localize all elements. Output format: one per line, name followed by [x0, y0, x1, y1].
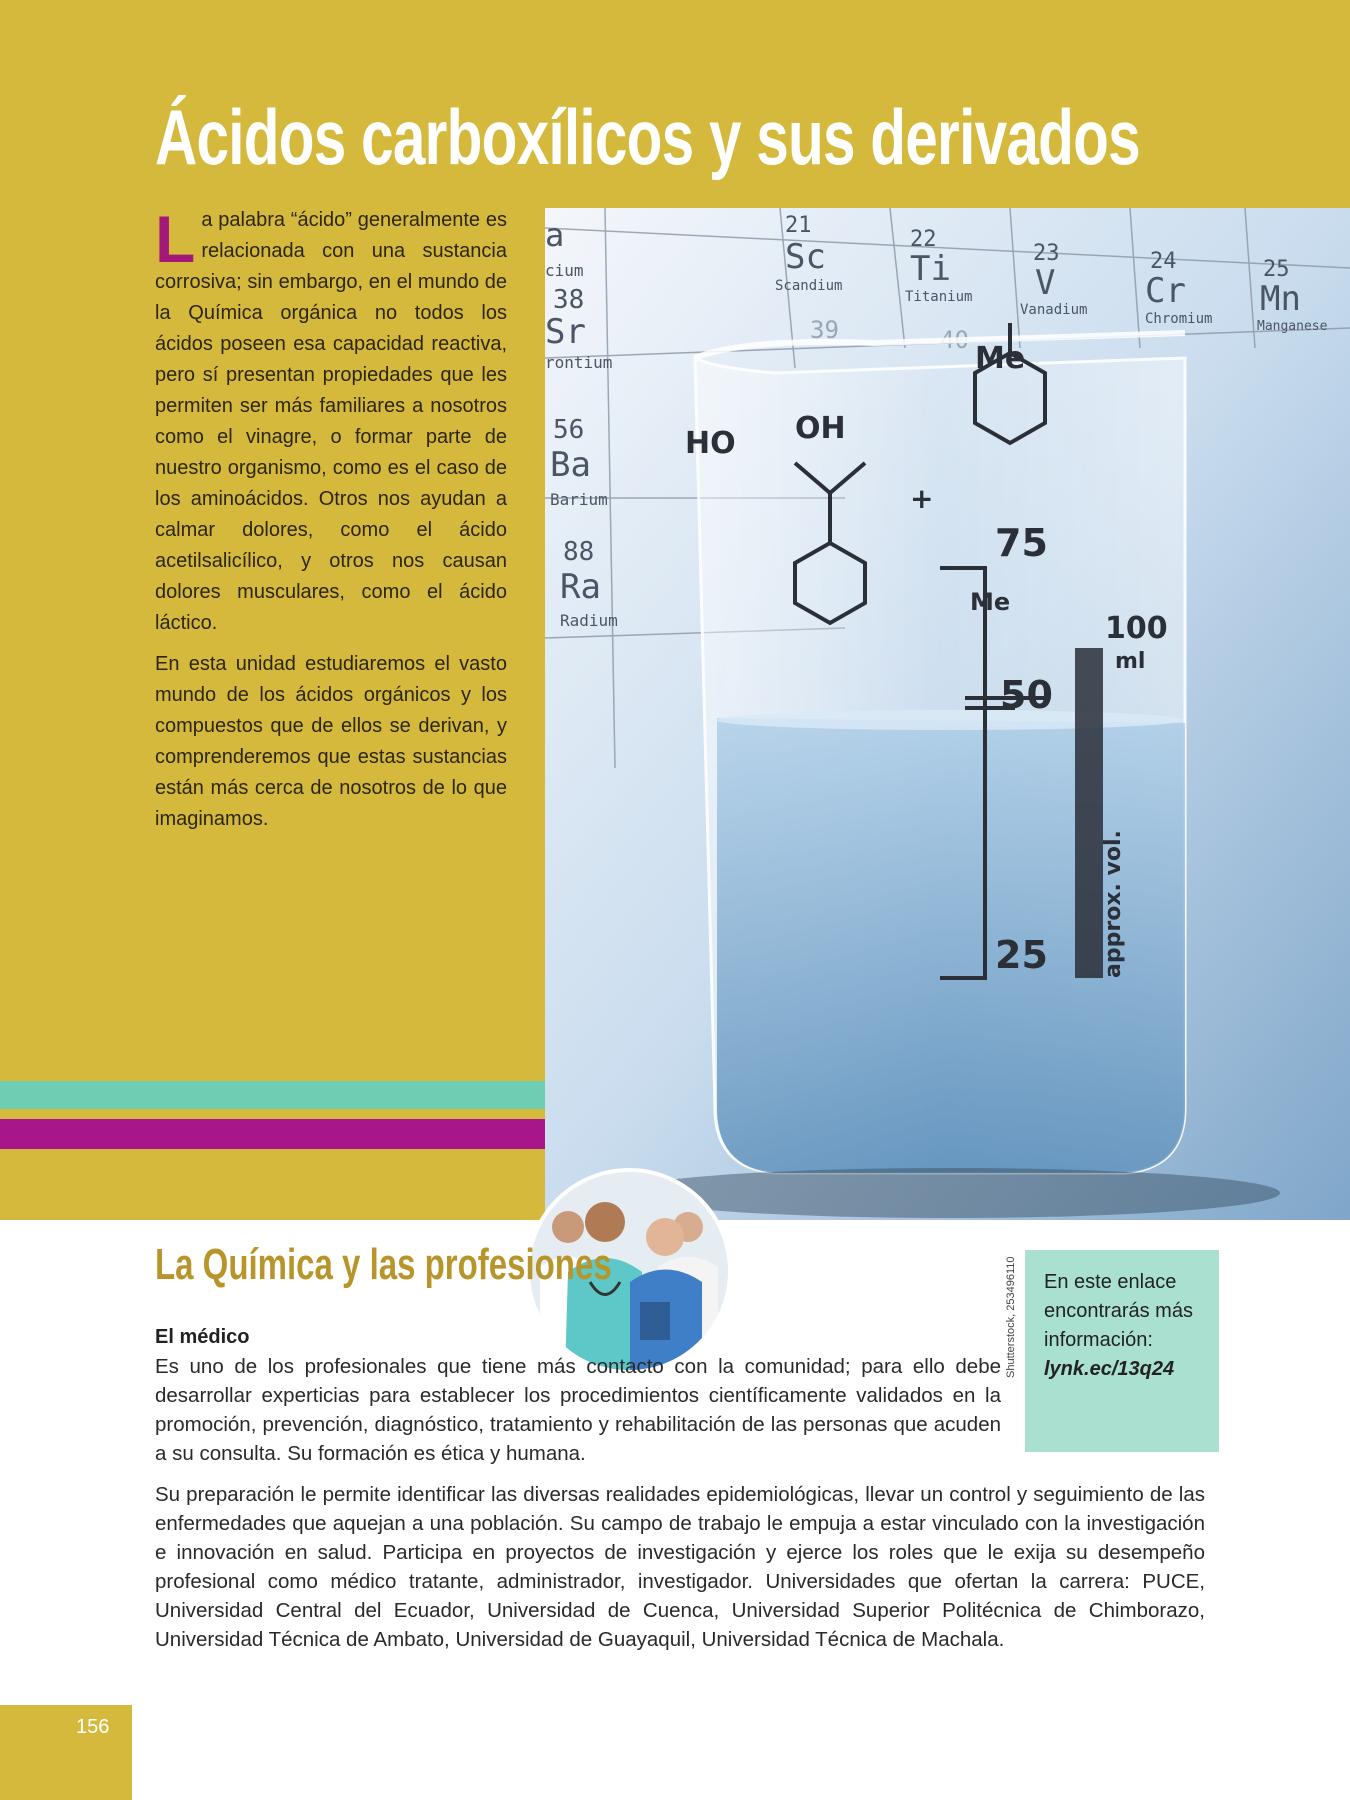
- element-number: 21: [785, 213, 812, 238]
- element-name: Vanadium: [1020, 302, 1088, 318]
- intro-text: [155, 202, 507, 845]
- left-element-symbol: Ra: [560, 567, 601, 607]
- photo-credit: Shutterstock, 253496110: [1005, 1256, 1017, 1378]
- element-symbol: Cr: [1145, 271, 1186, 311]
- intro-paragraph-1: [155, 202, 507, 639]
- beaker-mark-approx: approx. vol.: [1101, 830, 1126, 978]
- element-symbol: V: [1035, 263, 1056, 303]
- element-symbol: Sc: [785, 237, 826, 277]
- element-symbol-partial: a: [545, 216, 565, 254]
- page-number-tab: [0, 1705, 132, 1800]
- element-symbol: Ti: [910, 249, 951, 289]
- beaker-mark-50: 50: [1000, 673, 1053, 717]
- profession-paragraph-2: Su preparación le permite identificar las diversas realidades epidemiológicas, llevar un control y seguimiento de las enfermedades que aquejan a una población. Su campo de trabajo le empuja a estar vinculado con la investigación e innovación en salud. Participa en proyectos de investigación y ejerce los roles que le exija su desempeño profesional como médico tratante, administrador, investigador. Universidades que ofertan la carrera: PUCE, Universidad Central del Ecuador, Universidad de Cuenca, Universidad Superior Politécnica de Chimborazo, Universidad Técnica de Ambato, Universidad de Guayaquil, Universidad Técnica de Machala.: [155, 1483, 1205, 1651]
- left-element-symbol: Sr: [545, 312, 586, 352]
- element-name: Scandium: [775, 278, 843, 294]
- molecule-label-oh: OH: [795, 411, 846, 446]
- beaker-mark-ml: ml: [1115, 649, 1146, 674]
- molecule-label-ho: HO: [685, 426, 736, 461]
- profession-body: [155, 1323, 1205, 1666]
- left-element-name: Radium: [560, 611, 618, 630]
- page-number: 156: [76, 1716, 110, 1738]
- left-element-number: 88: [563, 537, 595, 567]
- element-name: Titanium: [905, 289, 973, 305]
- beaker-mark-75: 75: [995, 521, 1048, 565]
- decorative-stripe-teal: [0, 1081, 548, 1109]
- link-box-text: En este enlace encontrarás más información:: [1044, 1271, 1193, 1351]
- molecule-label-me: Me: [975, 341, 1026, 376]
- element-name: Chromium: [1145, 311, 1213, 327]
- beaker-mark-100: 100: [1105, 611, 1168, 646]
- element-name: Manganese: [1257, 319, 1328, 334]
- element-symbol: Mn: [1260, 279, 1301, 319]
- left-element-number: 38: [553, 285, 585, 315]
- molecule-label-me: Me: [970, 588, 1011, 616]
- profession-intro: [155, 1323, 1001, 1468]
- intro-paragraph-1-text: a palabra “ácido” generalmente es relacionada con una sustancia corrosiva; sin embargo, en el mundo de la Química orgánica no todos los ácidos poseen esa capacidad reactiva, pero sí presentan propiedades que les permiten ser más familiares a nosotros como el vinagre, o formar parte de nuestro organismo, como es el caso de los aminoácidos. Otros nos ayudan a calmar dolores, como el ácido acetilsalicílico, y otros nos causan dolores musculares, como el ácido láctico.: [155, 209, 507, 634]
- element-number: 40: [940, 326, 969, 354]
- profession-paragraph-1: Es uno de los profesionales que tiene más contacto con la comunidad; para ello debe desarrollar experticias para establecer los procedimientos científicamente validados en la promoción, prevención, diagnóstico, tratamiento y rehabilitación de las personas que acuden a su consulta. Su formación es ética y humana.: [155, 1355, 1001, 1465]
- element-number: 24: [1150, 249, 1177, 274]
- info-link[interactable]: lynk.ec/13q24: [1044, 1358, 1175, 1380]
- beaker-illustration: [545, 208, 1350, 1220]
- molecule-plus: +: [910, 482, 934, 515]
- left-element-symbol: Ba: [550, 445, 591, 485]
- element-number: 39: [810, 316, 839, 344]
- drop-cap: L: [155, 202, 196, 276]
- left-element-name: Barium: [550, 490, 608, 509]
- profession-subtitle: El médico: [155, 1326, 250, 1348]
- left-element-number: 56: [553, 415, 585, 445]
- decorative-stripe-magenta: [0, 1119, 548, 1149]
- element-number: 25: [1263, 257, 1290, 282]
- section-title: La Química y las profesiones: [155, 1240, 612, 1289]
- beaker-mark-25: 25: [995, 933, 1048, 977]
- element-number: 23: [1033, 241, 1060, 266]
- page-title: Ácidos carboxílicos y sus derivados: [155, 93, 1140, 181]
- left-element-name: rontium: [545, 353, 613, 372]
- beaker-photo: [545, 208, 1350, 1220]
- element-name-partial: cium: [545, 261, 584, 280]
- intro-paragraph-2: En esta unidad estudiaremos el vasto mundo de los ácidos orgánicos y los compuestos que de ellos se derivan, y comprenderemos que estas sustancias están más cerca de nosotros de lo que imaginamos.: [155, 653, 507, 830]
- element-number: 22: [910, 227, 937, 252]
